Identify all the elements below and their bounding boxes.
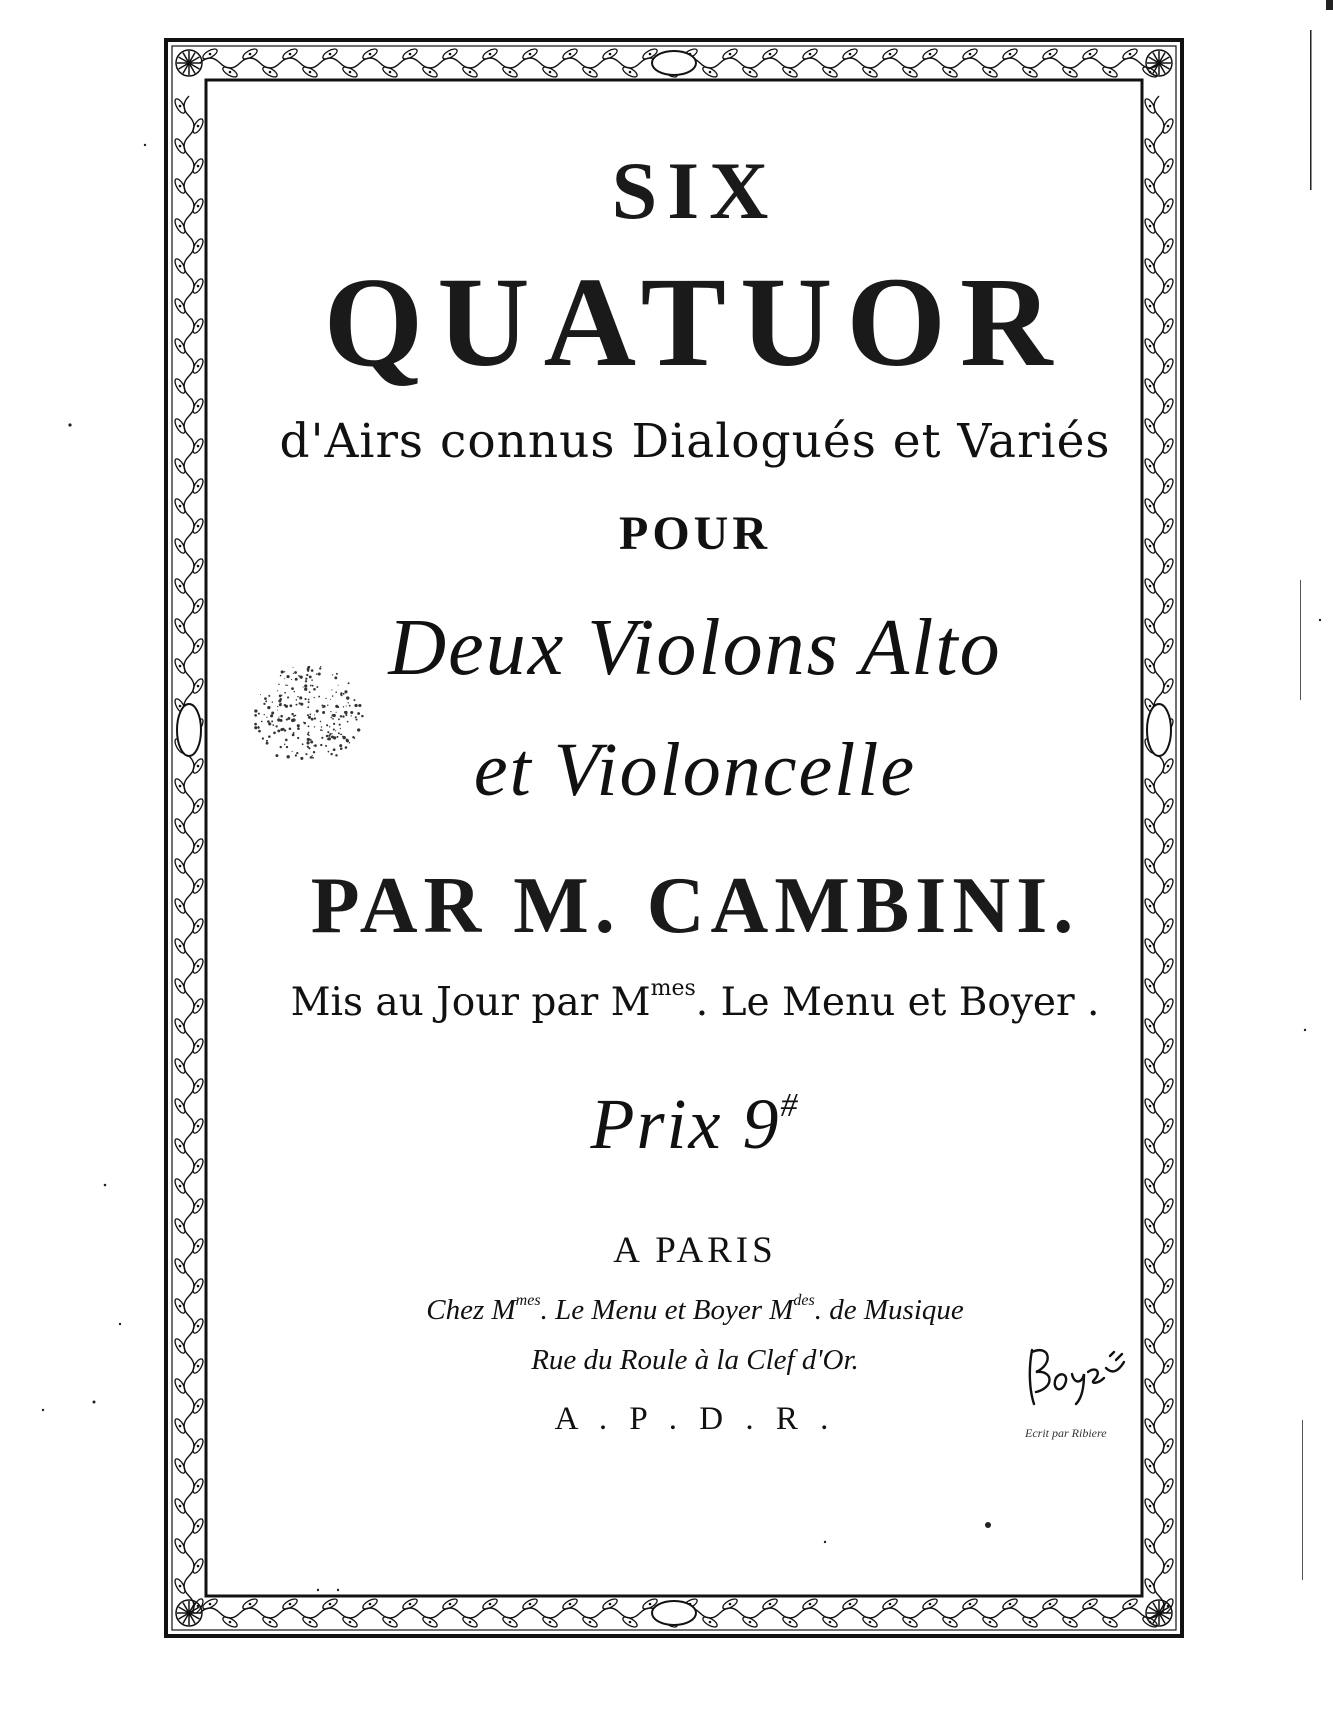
publisher-superscript: mes: [650, 976, 696, 1001]
address-line: [216, 1293, 1174, 1325]
engraver-credit: Ecrit par Ribiere: [1025, 1426, 1107, 1440]
address-chez: Chez M: [426, 1294, 516, 1326]
privilege-line: A . P . D . R .: [554, 1401, 836, 1437]
title-six: SIX: [611, 145, 779, 236]
instruments-line-2: et Violoncelle: [473, 728, 917, 812]
price-text: Prix 9: [590, 1084, 781, 1164]
title-quatuor: QUATUOR: [323, 251, 1067, 393]
composer-line: PAR M. CAMBINI.: [310, 862, 1080, 950]
instruments-line-1: Deux Violons Alto: [388, 604, 1002, 692]
address-superscript-2: des: [793, 1292, 815, 1309]
address-superscript-1: mes: [515, 1292, 541, 1309]
address-middle: . Le Menu et Boyer M: [540, 1294, 794, 1326]
publisher-prefix: Mis au Jour par M: [290, 980, 651, 1025]
place-line: A PARIS: [613, 1230, 777, 1271]
subtitle: d'Airs connus Dialogués et Variés: [279, 414, 1111, 469]
street-line: Rue du Roule à la Clef d'Or.: [531, 1344, 859, 1376]
publisher-line: [216, 976, 1174, 1025]
publisher-suffix: . Le Menu et Boyer .: [695, 980, 1100, 1025]
address-end: . de Musique: [814, 1294, 964, 1326]
pour-heading: POUR: [619, 507, 771, 560]
handwritten-signature: [1020, 1342, 1130, 1412]
price-livre-sign: #: [780, 1087, 800, 1124]
price-line: [216, 1084, 1174, 1164]
